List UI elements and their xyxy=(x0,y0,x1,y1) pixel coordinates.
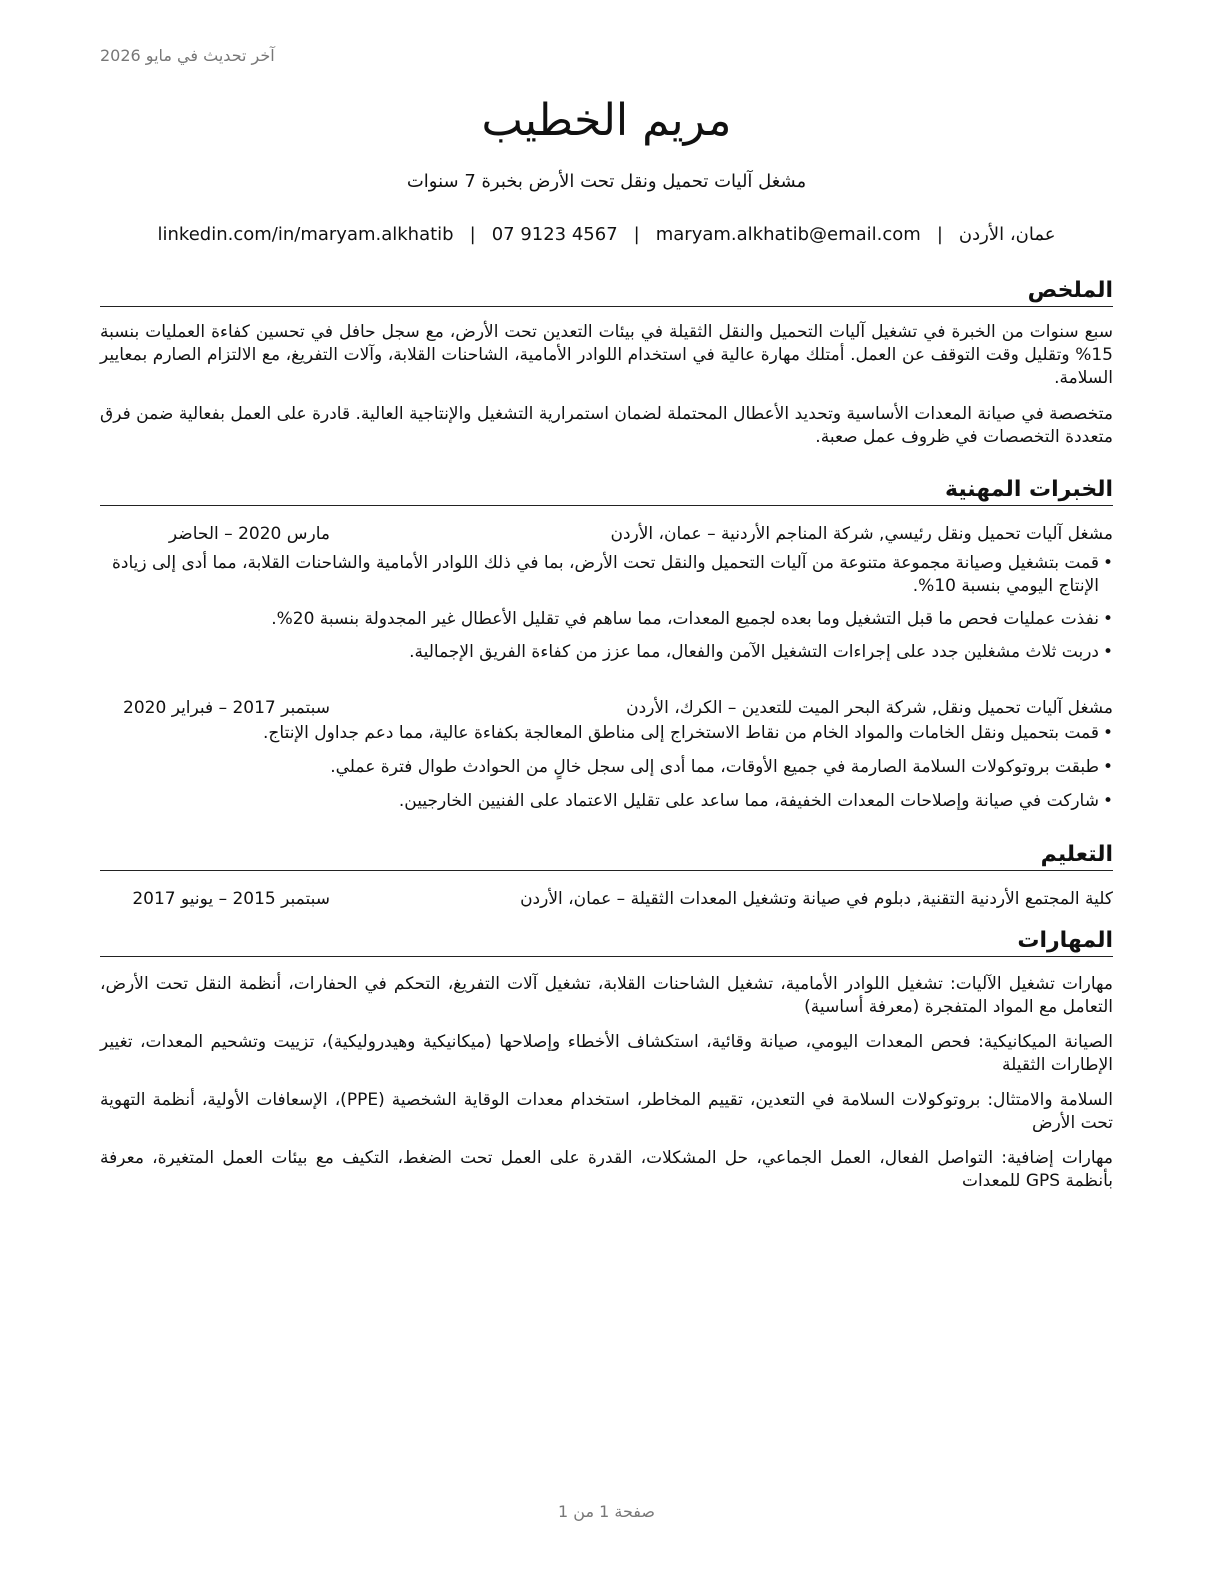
education-dates: سبتمبر 2015 – يونيو 2017 xyxy=(132,889,330,909)
section-title-education: التعليم xyxy=(100,840,1113,871)
experience-section xyxy=(100,475,1113,813)
job-bullet: • نفذت عمليات فحص ما قبل التشغيل وما بعده لجميع المعدات، مما ساهم في تقليل الأعطال غير المجدولة بنسبة 20%. xyxy=(100,608,1113,631)
contact-line xyxy=(100,222,1113,248)
job-role: مشغل آليات تحميل ونقل رئيسي, شركة المناجم الأردنية – عمان، الأردن xyxy=(610,524,1113,544)
job-entry xyxy=(100,696,1113,813)
contact-separator: | xyxy=(936,224,943,245)
section-title-skills: المهارات xyxy=(100,926,1113,957)
contact-linkedin[interactable]: linkedin.com/in/maryam.alkhatib xyxy=(157,224,454,245)
contact-phone[interactable]: 07 9123 4567 xyxy=(491,224,618,245)
job-bullets xyxy=(100,552,1113,664)
education-institution: كلية المجتمع الأردنية التقنية, دبلوم في صيانة وتشغيل المعدات الثقيلة – عمان، الأردن xyxy=(520,889,1113,909)
job-dates: سبتمبر 2017 – فبراير 2020 xyxy=(123,698,330,718)
job-bullet: • طبقت بروتوكولات السلامة الصارمة في جميع الأوقات، مما أدى إلى سجل خالٍ من الحوادث طوال فترة عملي. xyxy=(100,756,1113,779)
job-role: مشغل آليات تحميل ونقل, شركة البحر الميت للتعدين – الكرك، الأردن xyxy=(626,698,1113,718)
contact-email[interactable]: maryam.alkhatib@email.com xyxy=(655,224,921,245)
education-section xyxy=(100,840,1113,911)
section-title-summary: الملخص xyxy=(100,276,1113,307)
skill-group: مهارات تشغيل الآليات: تشغيل اللوادر الأمامية، تشغيل الشاحنات القلابة، تشغيل آلات التفريغ، التحكم في الحفارات، أنظمة النقل تحت الأرض، التعامل مع المواد المتفجرة (معرفة أساسية) xyxy=(100,974,1113,1017)
contact-separator: | xyxy=(469,224,476,245)
contact-location: عمان، الأردن xyxy=(958,224,1056,245)
summary-paragraph: سبع سنوات من الخبرة في تشغيل آليات التحميل والنقل الثقيلة في بيئات التعدين تحت الأرض، مع سجل حافل في تحسين كفاءة العمليات بنسبة 15% وتقليل وقت التوقف عن العمل. أمتلك مهارة عالية في استخدام اللوادر الأمامية، الشاحنات القلابة، وآلات التفريغ، مع الالتزام الصارم بمعايير السلامة. xyxy=(100,322,1113,388)
skill-group: السلامة والامتثال: بروتوكولات السلامة في التعدين، تقييم المخاطر، استخدام معدات الوقاية الشخصية (PPE)، الإسعافات الأولية، أنظمة التهوية تحت الأرض xyxy=(100,1090,1114,1133)
page-number: صفحة 1 من 1 xyxy=(558,1502,655,1521)
job-bullet: • شاركت في صيانة وإصلاحات المعدات الخفيفة، مما ساعد على تقليل الاعتماد على الفنيين الخارجيين. xyxy=(100,790,1113,813)
job-bullet: • قمت بتحميل ونقل الخامات والمواد الخام من نقاط الاستخراج إلى مناطق المعالجة بكفاءة عالية، مما دعم جداول الإنتاج. xyxy=(100,722,1113,745)
job-bullet: • قمت بتشغيل وصيانة مجموعة متنوعة من آليات التحميل والنقل تحت الأرض، بما في ذلك اللوادر الأمامية والشاحنات القلابة، مما أدى إلى زيادة الإنتاج اليومي بنسبة 10%. xyxy=(100,552,1113,598)
job-bullet: • دربت ثلاث مشغلين جدد على إجراءات التشغيل الآمن والفعال، مما عزز من كفاءة الفريق الإجمالية. xyxy=(100,641,1113,664)
resume-page xyxy=(100,0,1113,1584)
candidate-name: مريم الخطيب xyxy=(481,95,732,146)
summary-section xyxy=(100,276,1113,449)
job-entry xyxy=(100,522,1113,664)
skill-group: الصيانة الميكانيكية: فحص المعدات اليومي، صيانة وقائية، استكشاف الأخطاء وإصلاحها (ميكانيكية وهيدروليكية)، تزييت وتشحيم المعدات، تغيير الإطارات الثقيلة xyxy=(100,1032,1113,1075)
summary-paragraph: متخصصة في صيانة المعدات الأساسية وتحديد الأعطال المحتملة لضمان استمرارية التشغيل والإنتاجية العالية. قادرة على العمل بفعالية ضمن فرق متعددة التخصصات في ظروف عمل صعبة. xyxy=(100,404,1113,447)
job-bullets xyxy=(100,722,1113,813)
contact-separator: | xyxy=(633,224,640,245)
education-entry xyxy=(100,887,1113,911)
last-updated: آخر تحديث في مايو 2026 xyxy=(100,46,275,65)
section-title-experience: الخبرات المهنية xyxy=(100,475,1113,506)
job-dates: مارس 2020 – الحاضر xyxy=(168,524,330,544)
candidate-subtitle: مشغل آليات تحميل ونقل تحت الأرض بخبرة 7 سنوات xyxy=(406,171,807,192)
skills-section xyxy=(100,926,1113,1193)
job-header xyxy=(100,522,1113,546)
job-header xyxy=(100,696,1113,720)
skill-group: مهارات إضافية: التواصل الفعال، العمل الجماعي، حل المشكلات، القدرة على العمل تحت الضغط، التكيف مع بيئات العمل المتغيرة، معرفة بأنظمة GPS للمعدات xyxy=(100,1148,1113,1191)
